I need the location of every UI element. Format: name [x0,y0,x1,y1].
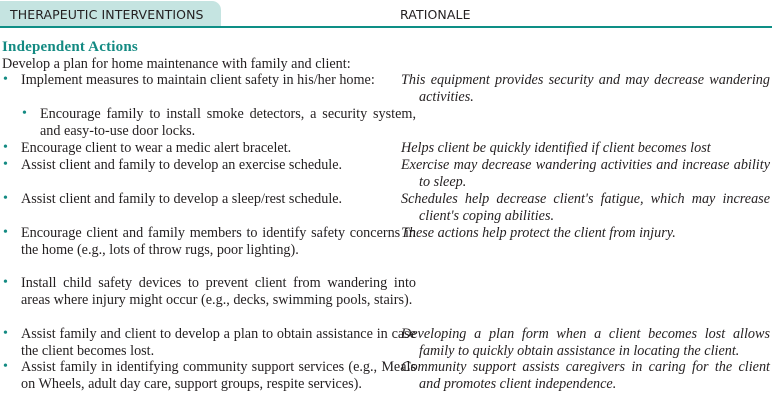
bullet-icon: • [3,359,8,374]
rationale-text: Developing a plan form when a client becomes lost allows family to quickly obtain assistance in locating the client. [401,326,770,359]
bullet-icon: • [3,275,8,290]
section-intro: Develop a plan for home maintenance with family and client: [2,56,351,72]
rationale-text: Schedules help decrease client's fatigue, which may increase client's coping abilities. [401,191,770,224]
intervention-item: • Assist family and client to develop a plan to obtain assistance in case the client becomes lost. [3,326,416,359]
rationale-text: These actions help protect the client from injury. [401,225,676,241]
intervention-item: • Assist client and family to develop an exercise schedule. [3,157,343,173]
section-title: Independent Actions [2,39,138,55]
rationale-column-header: RATIONALE [400,7,471,22]
bullet-icon: • [3,157,8,172]
bullet-icon: • [3,72,8,87]
intervention-item: • Assist client and family to develop a sleep/rest schedule. [3,191,343,207]
rationale-text: Exercise may decrease wandering activities and increase ability to sleep. [401,157,770,190]
intervention-item: • Encourage client and family members to identify safety concerns in the home (e.g., lots of throw rugs, poor lighting). [3,225,416,258]
bullet-icon: • [3,191,8,206]
rationale-text: This equipment provides security and may decrease wandering activities. [401,72,770,105]
header-divider [0,26,772,28]
bullet-icon: • [3,326,8,341]
rationale-text: Helps client be quickly identified if client becomes lost [401,140,711,156]
bullet-icon: • [3,225,8,240]
intervention-item: • Encourage client to wear a medic alert bracelet. [3,140,292,156]
bullet-icon: • [3,140,8,155]
interventions-column-header: THERAPEUTIC INTERVENTIONS [10,7,204,22]
bullet-icon: • [22,106,27,121]
table-header [0,0,772,28]
intervention-item: • Install child safety devices to prevent client from wandering into areas where injury might occur (e.g., decks, swimming pools, stairs). [3,275,416,308]
rationale-text: Community support assists caregivers in caring for the client and promotes client independence. [401,359,770,392]
intervention-subitem: • Encourage family to install smoke detectors, a security system, and easy-to-use door locks. [22,106,416,139]
intervention-item: • Implement measures to maintain client safety in his/her home: [3,72,375,88]
intervention-item: • Assist family in identifying community support services (e.g., Meals on Wheels, adult day care, support groups, respite services). [3,359,416,392]
